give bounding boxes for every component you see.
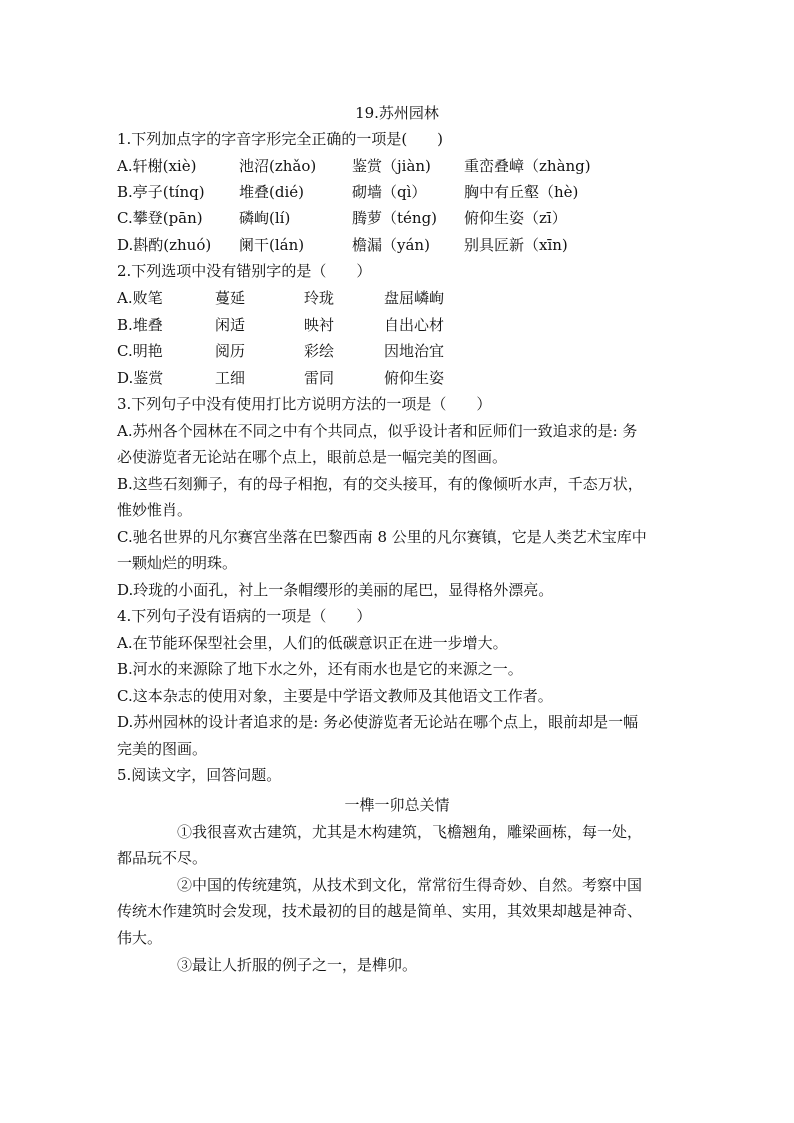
q1-d-1: D.斟酌(zhuó) — [117, 236, 212, 254]
q4-option-a: A.在节能环保型社会里，人们的低碳意识正在进一步增大。 — [117, 634, 508, 652]
q2-d-3: 雷同 — [304, 369, 335, 387]
q2-a-3: 玲珑 — [304, 289, 335, 307]
q4-option-c: C.这本杂志的使用对象，主要是中学语文教师及其他语文工作者。 — [117, 687, 553, 705]
q1-d-3: 檐漏（yán) — [352, 236, 430, 254]
q2-b-3: 映衬 — [304, 316, 335, 334]
q1-c-1: C.攀登(pān) — [117, 209, 203, 227]
q1-b-2: 堆叠(dié) — [239, 183, 304, 201]
q2-b-2: 闲适 — [215, 316, 246, 334]
page-title: 19.苏州园林 — [355, 104, 439, 122]
passage-p1-line1: ①我很喜欢古建筑，尤其是木构建筑，飞檐翘角，雕梁画栋，每一处， — [177, 823, 643, 841]
q2-d-2: 工细 — [215, 369, 246, 387]
q3-option-a-line1: A.苏州各个园林在不同之中有个共同点，似乎设计者和匠师们一致追求的是: 务 — [117, 422, 638, 440]
q2-c-4: 因地治宜 — [384, 342, 445, 360]
q2-b-1: B.堆叠 — [117, 316, 163, 334]
passage-p2-line1: ②中国的传统建筑，从技术到文化，常常衍生得奇妙、自然。考察中国 — [177, 876, 643, 894]
q1-c-4: 俯仰生姿（zī） — [464, 209, 567, 227]
q1-b-1: B.亭子(tínq) — [117, 183, 205, 201]
q4-stem: 4.下列句子没有语病的一项是（ ） — [117, 607, 372, 625]
q1-c-2: 磷峋(lí) — [239, 209, 291, 227]
passage-p2-line2: 传统木作建筑时会发现，技术最初的目的越是简单、实用，其效果却越是神奇、 — [117, 902, 643, 920]
q4-option-d-line1: D.苏州园林的设计者追求的是: 务必使游览者无论站在哪个点上，眼前却是一幅 — [117, 713, 639, 731]
q1-c-3: 腾萝（téng) — [352, 209, 438, 227]
q1-stem: 1.下列加点字的字音字形完全正确的一项是( ) — [117, 130, 444, 148]
q1-d-2: 阑干(lán) — [239, 236, 305, 254]
q1-d-4: 别具匠新（xīn) — [464, 236, 568, 254]
q1-b-3: 砌墙（qì） — [352, 183, 427, 201]
q2-stem: 2.下列选项中没有错别字的是（ ） — [117, 262, 372, 280]
q3-option-c-line1: C.驰名世界的凡尔赛宫坐落在巴黎西南 8 公里的凡尔赛镇，它是人类艺术宝库中 — [117, 528, 647, 546]
q2-c-3: 彩绘 — [304, 342, 335, 360]
q2-c-1: C.明艳 — [117, 342, 163, 360]
q3-option-c-line2: 一颗灿烂的明珠。 — [117, 554, 238, 572]
q4-option-d-line2: 完美的图画。 — [117, 740, 208, 758]
q1-a-4: 重峦叠嶂（zhàng) — [464, 157, 591, 175]
q3-option-b-line1: B.这些石刻狮子，有的母子相抱，有的交头接耳，有的像倾听水声，千态万状， — [117, 475, 643, 493]
q3-option-a-line2: 必使游览者无论站在哪个点上，眼前总是一幅完美的图画。 — [117, 448, 508, 466]
q2-d-4: 俯仰生姿 — [384, 369, 445, 387]
q4-option-b: B.河水的来源除了地下水之外，还有雨水也是它的来源之一。 — [117, 660, 523, 678]
q2-a-1: A.败笔 — [117, 289, 163, 307]
q1-a-3: 鉴赏（jiàn) — [352, 157, 431, 175]
q2-a-4: 盘屈嶙峋 — [384, 289, 445, 307]
q5-stem: 5.阅读文字，回答问题。 — [117, 766, 282, 784]
passage-title: 一榫一卯总关情 — [344, 796, 450, 814]
q1-b-4: 胸中有丘壑（hè) — [464, 183, 579, 201]
q2-b-4: 自出心材 — [384, 316, 445, 334]
q3-option-d: D.玲珑的小面孔，衬上一条帽缨形的美丽的尾巴，显得格外漂亮。 — [117, 581, 554, 599]
passage-p3: ③最让人折服的例子之一，是榫卯。 — [177, 956, 418, 974]
q3-stem: 3.下列句子中没有使用打比方说明方法的一项是（ ） — [117, 395, 492, 413]
q2-a-2: 蔓延 — [215, 289, 246, 307]
q1-a-1: A.轩榭(xiè) — [117, 157, 197, 175]
q2-d-1: D.鉴赏 — [117, 369, 164, 387]
passage-p1-line2: 都品玩不尽。 — [117, 849, 208, 867]
q2-c-2: 阅历 — [215, 342, 246, 360]
passage-p2-line3: 伟大。 — [117, 929, 163, 947]
q3-option-b-line2: 惟妙惟肖。 — [117, 501, 193, 519]
q1-a-2: 池沼(zhǎo) — [239, 157, 317, 175]
